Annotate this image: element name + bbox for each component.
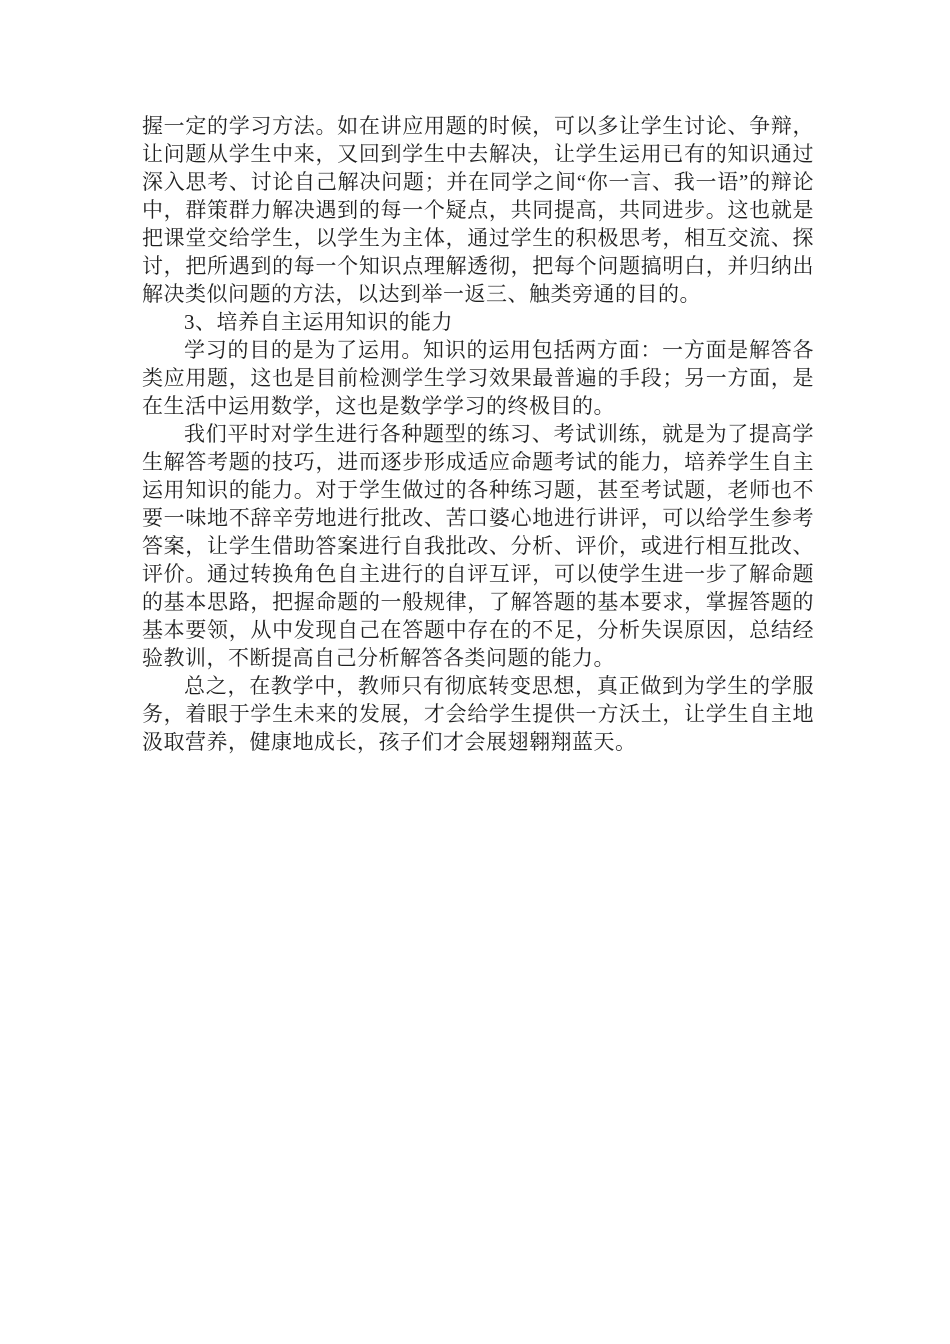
document-body-text [142, 112, 814, 756]
paragraph-section-heading: 3、培养自主运用知识的能力 [184, 310, 453, 334]
paragraph-continuation: 握一定的学习方法。如在讲应用题的时候，可以多让学生讨论、争辩，让问题从学生中来，又回到学生中去解决，让学生运用已有的知识通过深入思考、讨论自己解决问题；并在同学之间“你一言、我一语”的辩论中，群策群力解决遇到的每一个疑点，共同提高，共同进步。这也就是把课堂交给学生，以学生为主体，通过学生的积极思考，相互交流、探讨，把所遇到的每一个知识点理解透彻，把每个问题搞明白，并归纳出解决类似问题的方法，以达到举一返三、触类旁通的目的。 [142, 114, 814, 306]
paragraph: 我们平时对学生进行各种题型的练习、考试训练，就是为了提高学生解答考题的技巧，进而逐步形成适应命题考试的能力，培养学生自主运用知识的能力。对于学生做过的各种练习题，甚至考试题，老师也不要一味地不辞辛劳地进行批改、苦口婆心地进行讲评，可以给学生参考答案，让学生借助答案进行自我批改、分析、评价，或进行相互批改、评价。通过转换角色自主进行的自评互评，可以使学生进一步了解命题的基本思路，把握命题的一般规律，了解答题的基本要求，掌握答题的基本要领，从中发现自己在答题中存在的不足，分析失误原因，总结经验教训，不断提高自己分析解答各类问题的能力。 [142, 422, 814, 670]
paragraph: 学习的目的是为了运用。知识的运用包括两方面：一方面是解答各类应用题，这也是目前检测学生学习效果最普遍的手段；另一方面，是在生活中运用数学，这也是数学学习的终极目的。 [142, 338, 814, 418]
paragraph-conclusion: 总之，在教学中，教师只有彻底转变思想，真正做到为学生的学服务，着眼于学生未来的发展，才会给学生提供一方沃土，让学生自主地汲取营养，健康地成长，孩子们才会展翅翱翔蓝天。 [142, 674, 814, 754]
